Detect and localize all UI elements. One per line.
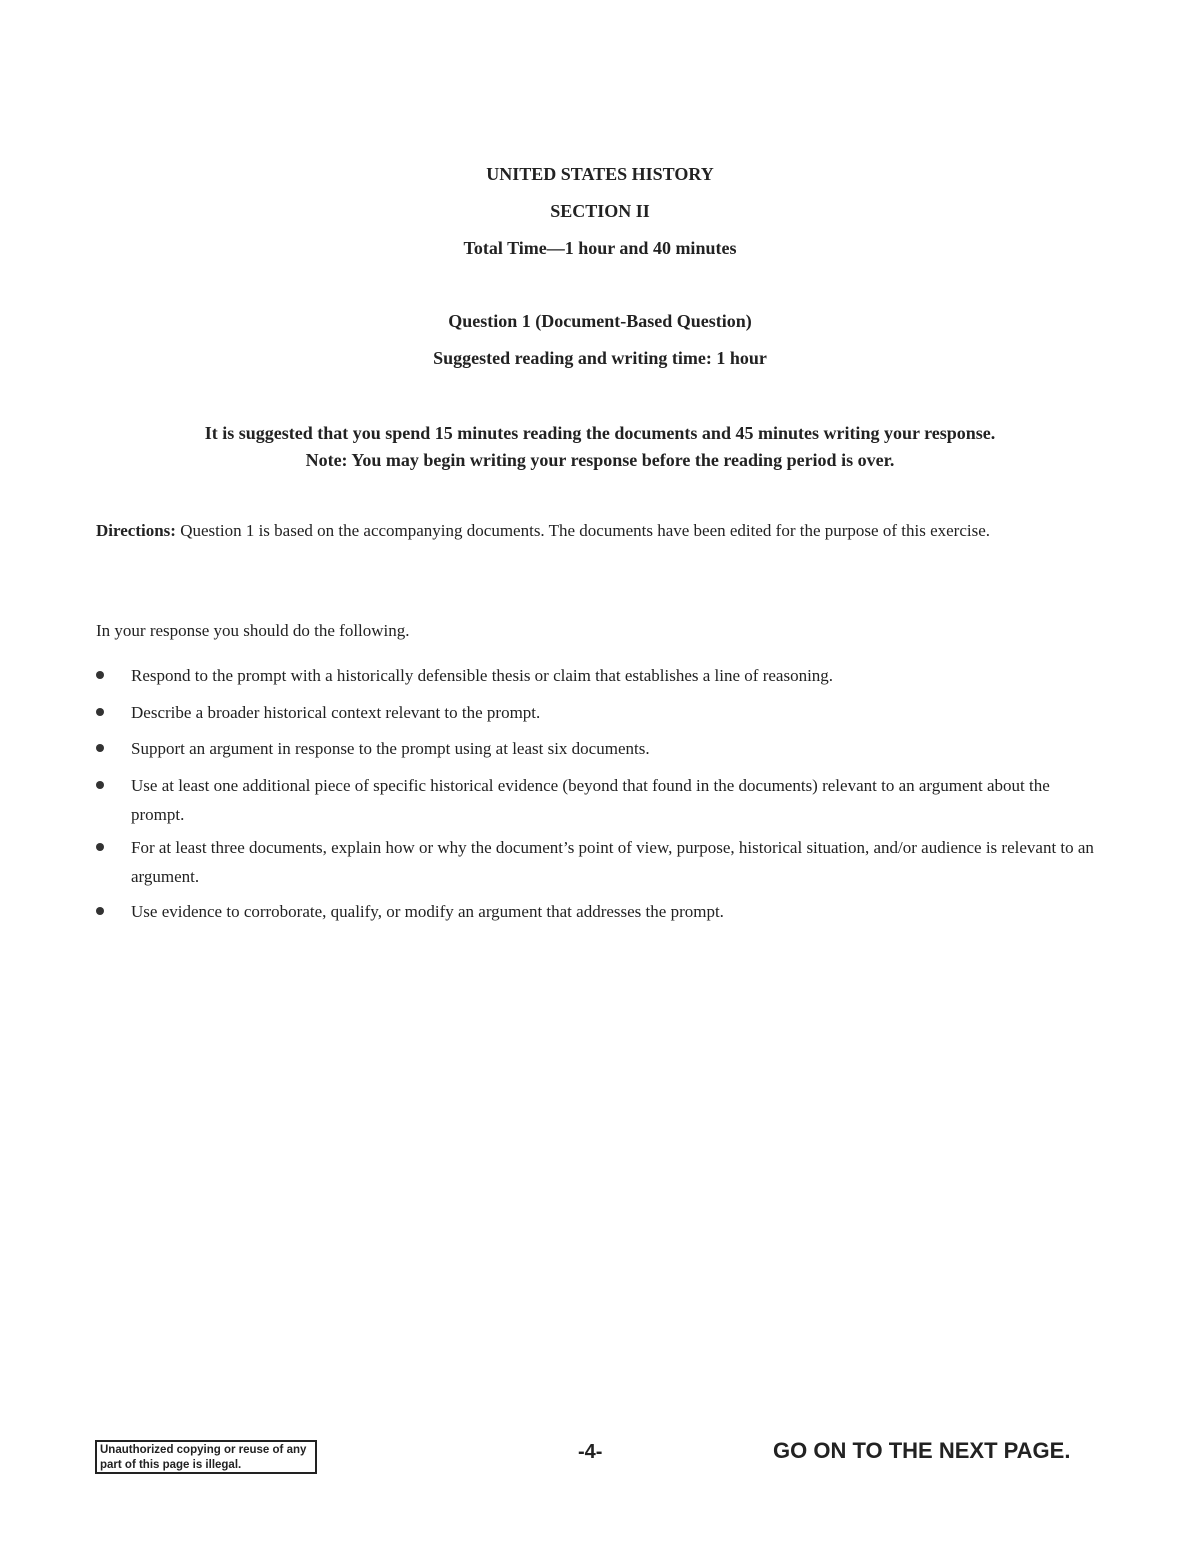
directions-label: Directions:: [96, 521, 176, 540]
bullet-icon: [96, 843, 104, 851]
list-item: For at least three documents, explain how or why the document’s point of view, purpose, historical situation, and/or audience is relevant to an argument.: [131, 838, 1094, 886]
list-item: Use at least one additional piece of specific historical evidence (beyond that found in the documents) relevant to an argument about the prompt.: [131, 776, 1050, 824]
subject-heading: UNITED STATES HISTORY: [486, 164, 714, 184]
bullet-icon: [96, 671, 104, 679]
suggested-time: Suggested reading and writing time: 1 hour: [433, 348, 767, 368]
copyright-notice: Unauthorized copying or reuse of any part of this page is illegal.: [95, 1440, 317, 1474]
question-heading: Question 1 (Document-Based Question): [448, 311, 752, 331]
list-item: Respond to the prompt with a historically defensible thesis or claim that establishes a line of reasoning.: [131, 666, 834, 685]
directions-text: Question 1 is based on the accompanying documents. The documents have been edited for the purpose of this exercise.: [175, 521, 990, 540]
total-time: Total Time—1 hour and 40 minutes: [463, 238, 737, 258]
directions: [96, 518, 1091, 544]
list-item: Support an argument in response to the prompt using at least six documents.: [131, 739, 650, 758]
list-item: Describe a broader historical context relevant to the prompt.: [131, 703, 541, 722]
section-heading: SECTION II: [550, 201, 650, 221]
suggestion-line-2: Note: You may begin writing your response before the reading period is over.: [305, 450, 895, 470]
next-page-notice: GO ON TO THE NEXT PAGE.: [773, 1438, 1071, 1463]
list-item: Use evidence to corroborate, qualify, or modify an argument that addresses the prompt.: [131, 902, 724, 921]
suggestion-line-1: It is suggested that you spend 15 minutes reading the documents and 45 minutes writing your response.: [204, 423, 996, 443]
page-number: -4-: [578, 1441, 603, 1463]
intro-text: In your response you should do the following.: [96, 621, 410, 640]
bullet-icon: [96, 781, 104, 789]
bullet-icon: [96, 744, 104, 752]
bullet-icon: [96, 708, 104, 716]
bullet-icon: [96, 907, 104, 915]
